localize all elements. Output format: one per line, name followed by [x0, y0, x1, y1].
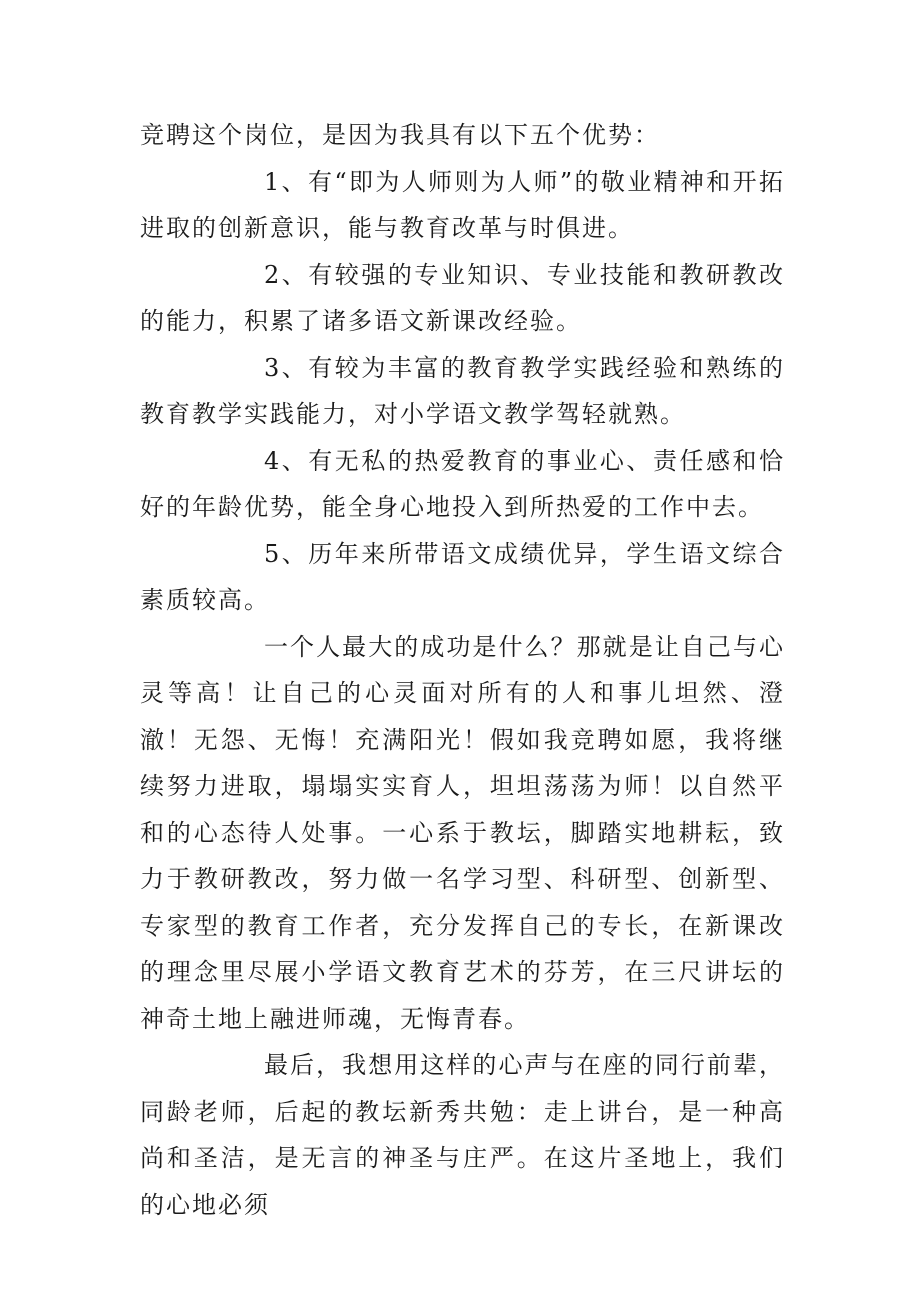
paragraph-closing: 最后，我想用这样的心声与在座的同行前辈，同龄老师，后起的教坛新秀共勉：走上讲台，是一种高尚和圣洁，是无言的神圣与庄严。在这片圣地上，我们的心地必须: [140, 1051, 785, 1219]
paragraph-advantage-2: 2、有较强的专业知识、专业技能和教研教改的能力，积累了诸多语文新课改经验。: [140, 260, 785, 335]
paragraph-intro: 竞聘这个岗位，是因为我具有以下五个优势：: [140, 121, 660, 149]
paragraph-success: 一个人最大的成功是什么？那就是让自己与心灵等高！让自己的心灵面对所有的人和事儿坦然、澄澈！无怨、无悔！充满阳光！假如我竞聘如愿，我将继续努力进取，塌塌实实育人，坦坦荡荡为师！以自然平和的心态待人处事。一心系于教坛，脚踏实地耕耘，致力于教研教改，努力做一名学习型、科研型、创新型、专家型的教育工作者，充分发挥自己的专长，在新课改的理念里尽展小学语文教育艺术的芬芳，在三尺讲坛的神奇土地上融进师魂，无悔青春。: [140, 632, 785, 1033]
paragraph-advantage-4: 4、有无私的热爱教育的事业心、责任感和恰好的年龄优势，能全身心地投入到所热爱的工作中去。: [140, 446, 785, 521]
paragraph-advantage-3: 3、有较为丰富的教育教学实践经验和熟练的教育教学实践能力，对小学语文教学驾轻就熟。: [140, 353, 785, 428]
paragraph-advantage-1: 1、有“即为人师则为人师”的敬业精神和开拓进取的创新意识，能与教育改革与时俱进。: [140, 167, 785, 242]
document-body: [140, 112, 785, 1228]
paragraph-advantage-5: 5、历年来所带语文成绩优异，学生语文综合素质较高。: [140, 539, 785, 614]
